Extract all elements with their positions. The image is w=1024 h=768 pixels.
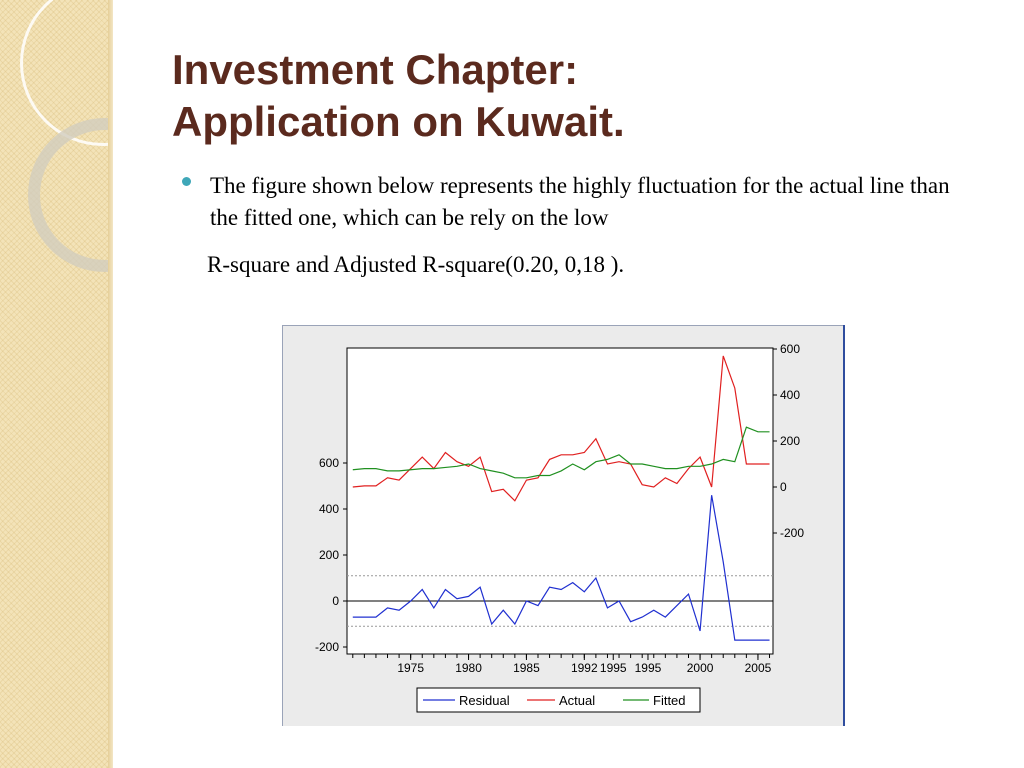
right-axis-tick-label: 400 (780, 388, 801, 402)
right-axis-tick-label: -200 (780, 526, 805, 540)
right-axis-tick-label: 200 (780, 434, 801, 448)
x-axis-tick-label: 1995 (634, 661, 662, 675)
left-axis-tick-label: -200 (314, 640, 339, 654)
plot-area (347, 348, 773, 654)
x-axis-tick-label: 2005 (744, 661, 772, 675)
sidebar-edge (108, 0, 113, 768)
slide-title (172, 44, 625, 148)
x-axis-tick-label: 2000 (686, 661, 714, 675)
right-axis-tick-label: 600 (780, 342, 801, 356)
x-axis-tick-label: 1985 (513, 661, 540, 675)
left-axis-tick-label: 0 (332, 594, 339, 608)
continuation-text: R-square and Adjusted R-square(0.20, 0,18 ). (207, 252, 625, 277)
x-axis-tick-label: 1992 (570, 661, 598, 675)
bullet-dot-icon (182, 177, 191, 186)
decorative-sidebar (0, 0, 113, 768)
residual-chart (282, 325, 845, 726)
left-axis-tick-label: 400 (318, 502, 339, 516)
right-axis-tick-label: 0 (780, 480, 787, 494)
legend-label-residual: Residual (459, 693, 510, 708)
decorative-ring-bottom (28, 118, 113, 272)
chart-panel (282, 325, 845, 726)
x-axis-tick-label: 1995 (599, 661, 627, 675)
legend-label-fitted: Fitted (653, 693, 686, 708)
legend-label-actual: Actual (559, 693, 596, 708)
left-axis-tick-label: 600 (318, 456, 339, 470)
slide-title-line1: Investment Chapter: (172, 46, 579, 93)
bullet-text: The figure shown below represents the highly fluctuation for the actual line than the fitted one, which can be rely on the low (210, 173, 950, 230)
x-axis-tick-label: 1980 (455, 661, 482, 675)
slide-title-line2: Application on Kuwait. (172, 98, 625, 145)
left-axis-tick-label: 200 (318, 548, 339, 562)
x-axis-tick-label: 1975 (397, 661, 425, 675)
